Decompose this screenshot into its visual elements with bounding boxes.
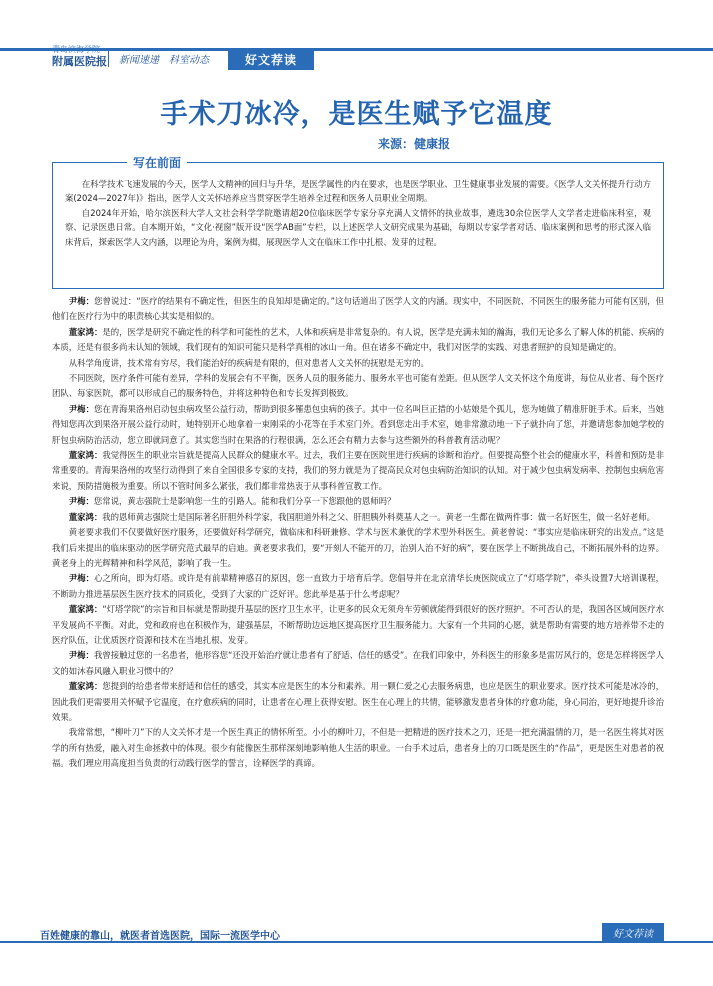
paragraph-text: 心之所向，即为灯塔。或许是有前辈精神感召的原因，您一直致力于培育后学。您倡导并在北京清华长庚医院成立了“灯塔学院”，牵头设置7大培训课程，不断助力推进基层医生医疗技术的同质化，受到了大家的广泛好评。您此举是基于什么考虑呢？: [52, 573, 664, 599]
dialogue-paragraph: [52, 494, 664, 509]
dialogue-paragraph: [52, 356, 664, 371]
dialogue-paragraph: [52, 648, 664, 679]
preface-paragraph: 自2024年开始，哈尔滨医科大学人文社会科学学院邀请超20位临床医学专家分享充满人文情怀的执业故事，遴选30余位医学人文学者走进临床科室，观察、记录医患日常。自本期开始，“文化·视窗”版开设“医学AB面”专栏，以上述医学人文研究成果为基础，每期以专家学者对话、临床案例和思考的形式深入临床背后，探索医学人文内涵，以理论为舟，案例为楫，展现医学人文在临床工作中扎根、发芽的过程。: [65, 207, 651, 247]
dialogue-paragraph: [52, 371, 664, 402]
article-title: 手术刀冰冷，是医生赋予它温度: [160, 99, 553, 130]
dialogue-paragraph: [52, 294, 664, 325]
dialogue-paragraph: [52, 525, 664, 571]
paragraph-text: 您在青海果洛州启动包虫病攻坚公益行动，帮助到很多罹患包虫病的孩子。其中一位名叫巨正措的小姑娘是个孤儿，您为她做了精准肝脏手术。后来，当她得知您再次到果洛开展公益行动时，她特别开心地拿着一束刚采的小花等在手术室门外。看到您走出手术室，她非常激动地一下子就扑向了您，并邀请您参加她学校的肝包虫病防治活动，您立即就同意了。其实您当时在果洛的行程很满，怎么还会有精力去参与这些额外的科普教育活动呢？: [52, 403, 665, 445]
speaker-name: 董家鸿：: [68, 450, 103, 461]
speaker-name: 尹梅：: [68, 403, 94, 414]
paragraph-text: 我的恩师黄志强院士是国际著名肝胆外科学家，我国胆道外科之父、肝胆胰外科奠基人之一。黄老一生都在做两件事：做一名好医生，做一名好老师。: [102, 511, 656, 522]
paragraph-text: 我曾接触过您的一名患者，他形容您“还没开始治疗就让患者有了舒适、信任的感受”。在我们印象中，外科医生的形象多是雷厉风行的，您是怎样将医学人文的如沐春风融入职业习惯中的？: [52, 650, 664, 676]
paragraph-text: 您常说，黄志强院士是影响您一生的引路人。能和我们分享一下您跟他的恩师吗？: [93, 496, 396, 507]
paragraph-text: 从科学角度讲，技术常有穷尽，我们能治好的疾病是有限的，但对患者人文关怀的抚慰是无穷的。: [68, 357, 429, 368]
paragraph-text: 是的，医学是研究不确定性的科学和可能性的艺术，人体和疾病是非常复杂的。有人说，医学是充满未知的瀚海，我们无论多么了解人体的机能、疾病的本质，还是有很多尚未认知的领域，我们现有的知识可能只是科学真相的冰山一角。但在诸多不确定中，我们对医学的实践、对患者照护的良知是确定的。: [52, 326, 665, 353]
paragraph-text: 您提到的给患者带来舒适和信任的感受，其实本应是医生的本分和素养。用一颗仁爱之心去服务病患，也应是医生的职业要求。医疗技术可能是冰冷的，因此我们更需要用关怀赋予它温度，在疗愈疾病的同时，让患者在心理上获得安慰。医生在心理上的共情，能够激发患者身体的疗愈功能，身心同治，更好地提升诊治效果。: [52, 681, 665, 722]
paragraph-text: 您曾说过：“医疗的结果有不确定性，但医生的良知却是确定的。”这句话道出了医学人文的内涵。现实中，不同医院、不同医生的服务能力可能有区别，但他们在医疗行为中的职责核心其实是相似的。: [52, 296, 665, 322]
speaker-name: 董家鸿：: [68, 681, 103, 692]
paragraph-text: 不同医院，医疗条件可能有差异，学科的发展会有不平衡，医务人员的服务能力、服务水平也可能有差距。但从医学人文关怀这个角度讲，每位从业者、每个医疗团队、每家医院，都可以形成自己的服务特色，并将这种特色和专长发挥到极致。: [52, 373, 664, 399]
footer-slogan: 百姓健康的靠山，就医者首选医院，国际一流医学中心: [40, 931, 280, 942]
section-tab: 好文荐读: [228, 48, 314, 70]
dialogue-paragraph: [52, 602, 664, 648]
preface-paragraph: 在科学技术飞速发展的今天，医学人文精神的回归与升华，是医学属性的内在要求，也是医学职业、卫生健康事业发展的需要。《医学人文关怀提升行动方案(2024—2027年)》指出，医学人文关怀培养应当贯穿医学生培养全过程和医务人员职业全周期。: [65, 179, 651, 204]
footer-section-logo: 好文荐读: [602, 923, 664, 941]
speaker-name: 尹梅：: [68, 650, 94, 661]
paragraph-text: 黄老要求我们不仅要做好医疗服务，还要做好科学研究，做临床和科研兼修、学术与医术兼优的学术型外科医生。黄老曾说：“事实应是临床研究的出发点。”这是我们后来提出的临床驱动的医学研究范式最早的启迪。黄老要求我们，要“开刻人不能开的刀，治别人治不好的病”，要在医学上不断挑战自己，不断拓展外科的边界。黄老身上的光辉精神和科学风范，影响了我一生。: [52, 527, 664, 568]
header-rule: [0, 48, 713, 51]
speaker-name: 尹梅：: [68, 496, 94, 507]
article-source: 来源：健康报: [377, 137, 450, 151]
dialogue-paragraph: [52, 725, 664, 771]
paragraph-text: “灯塔学院”的宗旨和目标就是帮助提升基层的医疗卫生水平，让更多的民众无须舟车劳顿就能得到很好的医疗照护。不可否认的是，我国各区域间医疗水平发展尚不平衡。对此，党和政府也在积极作为，建强基层，不断帮助边远地区提高医疗卫生服务能力。大家有一个共同的心愿，就是帮助有需要的地方培养带不走的医疗队伍，让优质医疗资源和技术在当地扎根、发芽。: [52, 604, 664, 645]
nav-item-news: 新闻速递: [119, 54, 159, 66]
dialogue-paragraph: [52, 571, 664, 602]
dialogue-paragraph: [52, 402, 664, 448]
publication-name: 附属医院报: [52, 55, 107, 68]
preface-label: 写在前面: [127, 154, 187, 171]
dialogue-paragraph: [52, 510, 664, 525]
preface-box: [52, 156, 664, 289]
speaker-name: 董家鸿：: [68, 511, 103, 522]
dialogue-paragraph: [52, 679, 664, 725]
paragraph-text: 我觉得医生的职业宗旨就是提高人民群众的健康水平。过去，我们主要在医院里进行疾病的诊断和治疗。但要提高整个社会的健康水平，科普和预防是非常重要的。青海果洛州的攻坚行动得到了来自全国很多专家的支持，我们的努力就是为了提高民众对包虫病防治知识的认知。对于减少包虫病发病率、控制包虫病危害来说，预防措施极为重要。所以不管时间多么紧张，我们都非常热衷于从事科普宣教工作。: [52, 450, 665, 491]
speaker-name: 尹梅：: [68, 296, 95, 306]
article-body: [52, 294, 664, 772]
paragraph-text: 我常常想，“柳叶刀”下的人文关怀才是一个医生真正的情怀所至。小小的柳叶刀，不但是一把精进的医疗技术之刀，还是一把充满温情的刀，是一名医生将其对医学的所有热爱，融入对生命拯救中的体现。很少有能像医生那样深刻地影响他人生活的职业。一台手术过后，患者身上的刀口既是医生的“作品”，更是医生对患者的祝福。我们理应用高度担当负责的行动践行医学的誓言，诠释医学的真谛。: [52, 727, 664, 769]
dialogue-paragraph: [52, 325, 664, 356]
masthead: [0, 0, 713, 84]
speaker-name: 尹梅：: [68, 573, 95, 584]
nav-divider: [108, 49, 109, 67]
dialogue-paragraph: [52, 448, 664, 494]
speaker-name: 董家鸿：: [68, 604, 103, 615]
nav-item-departments: 科室动态: [169, 54, 209, 66]
speaker-name: 董家鸿：: [68, 326, 103, 337]
